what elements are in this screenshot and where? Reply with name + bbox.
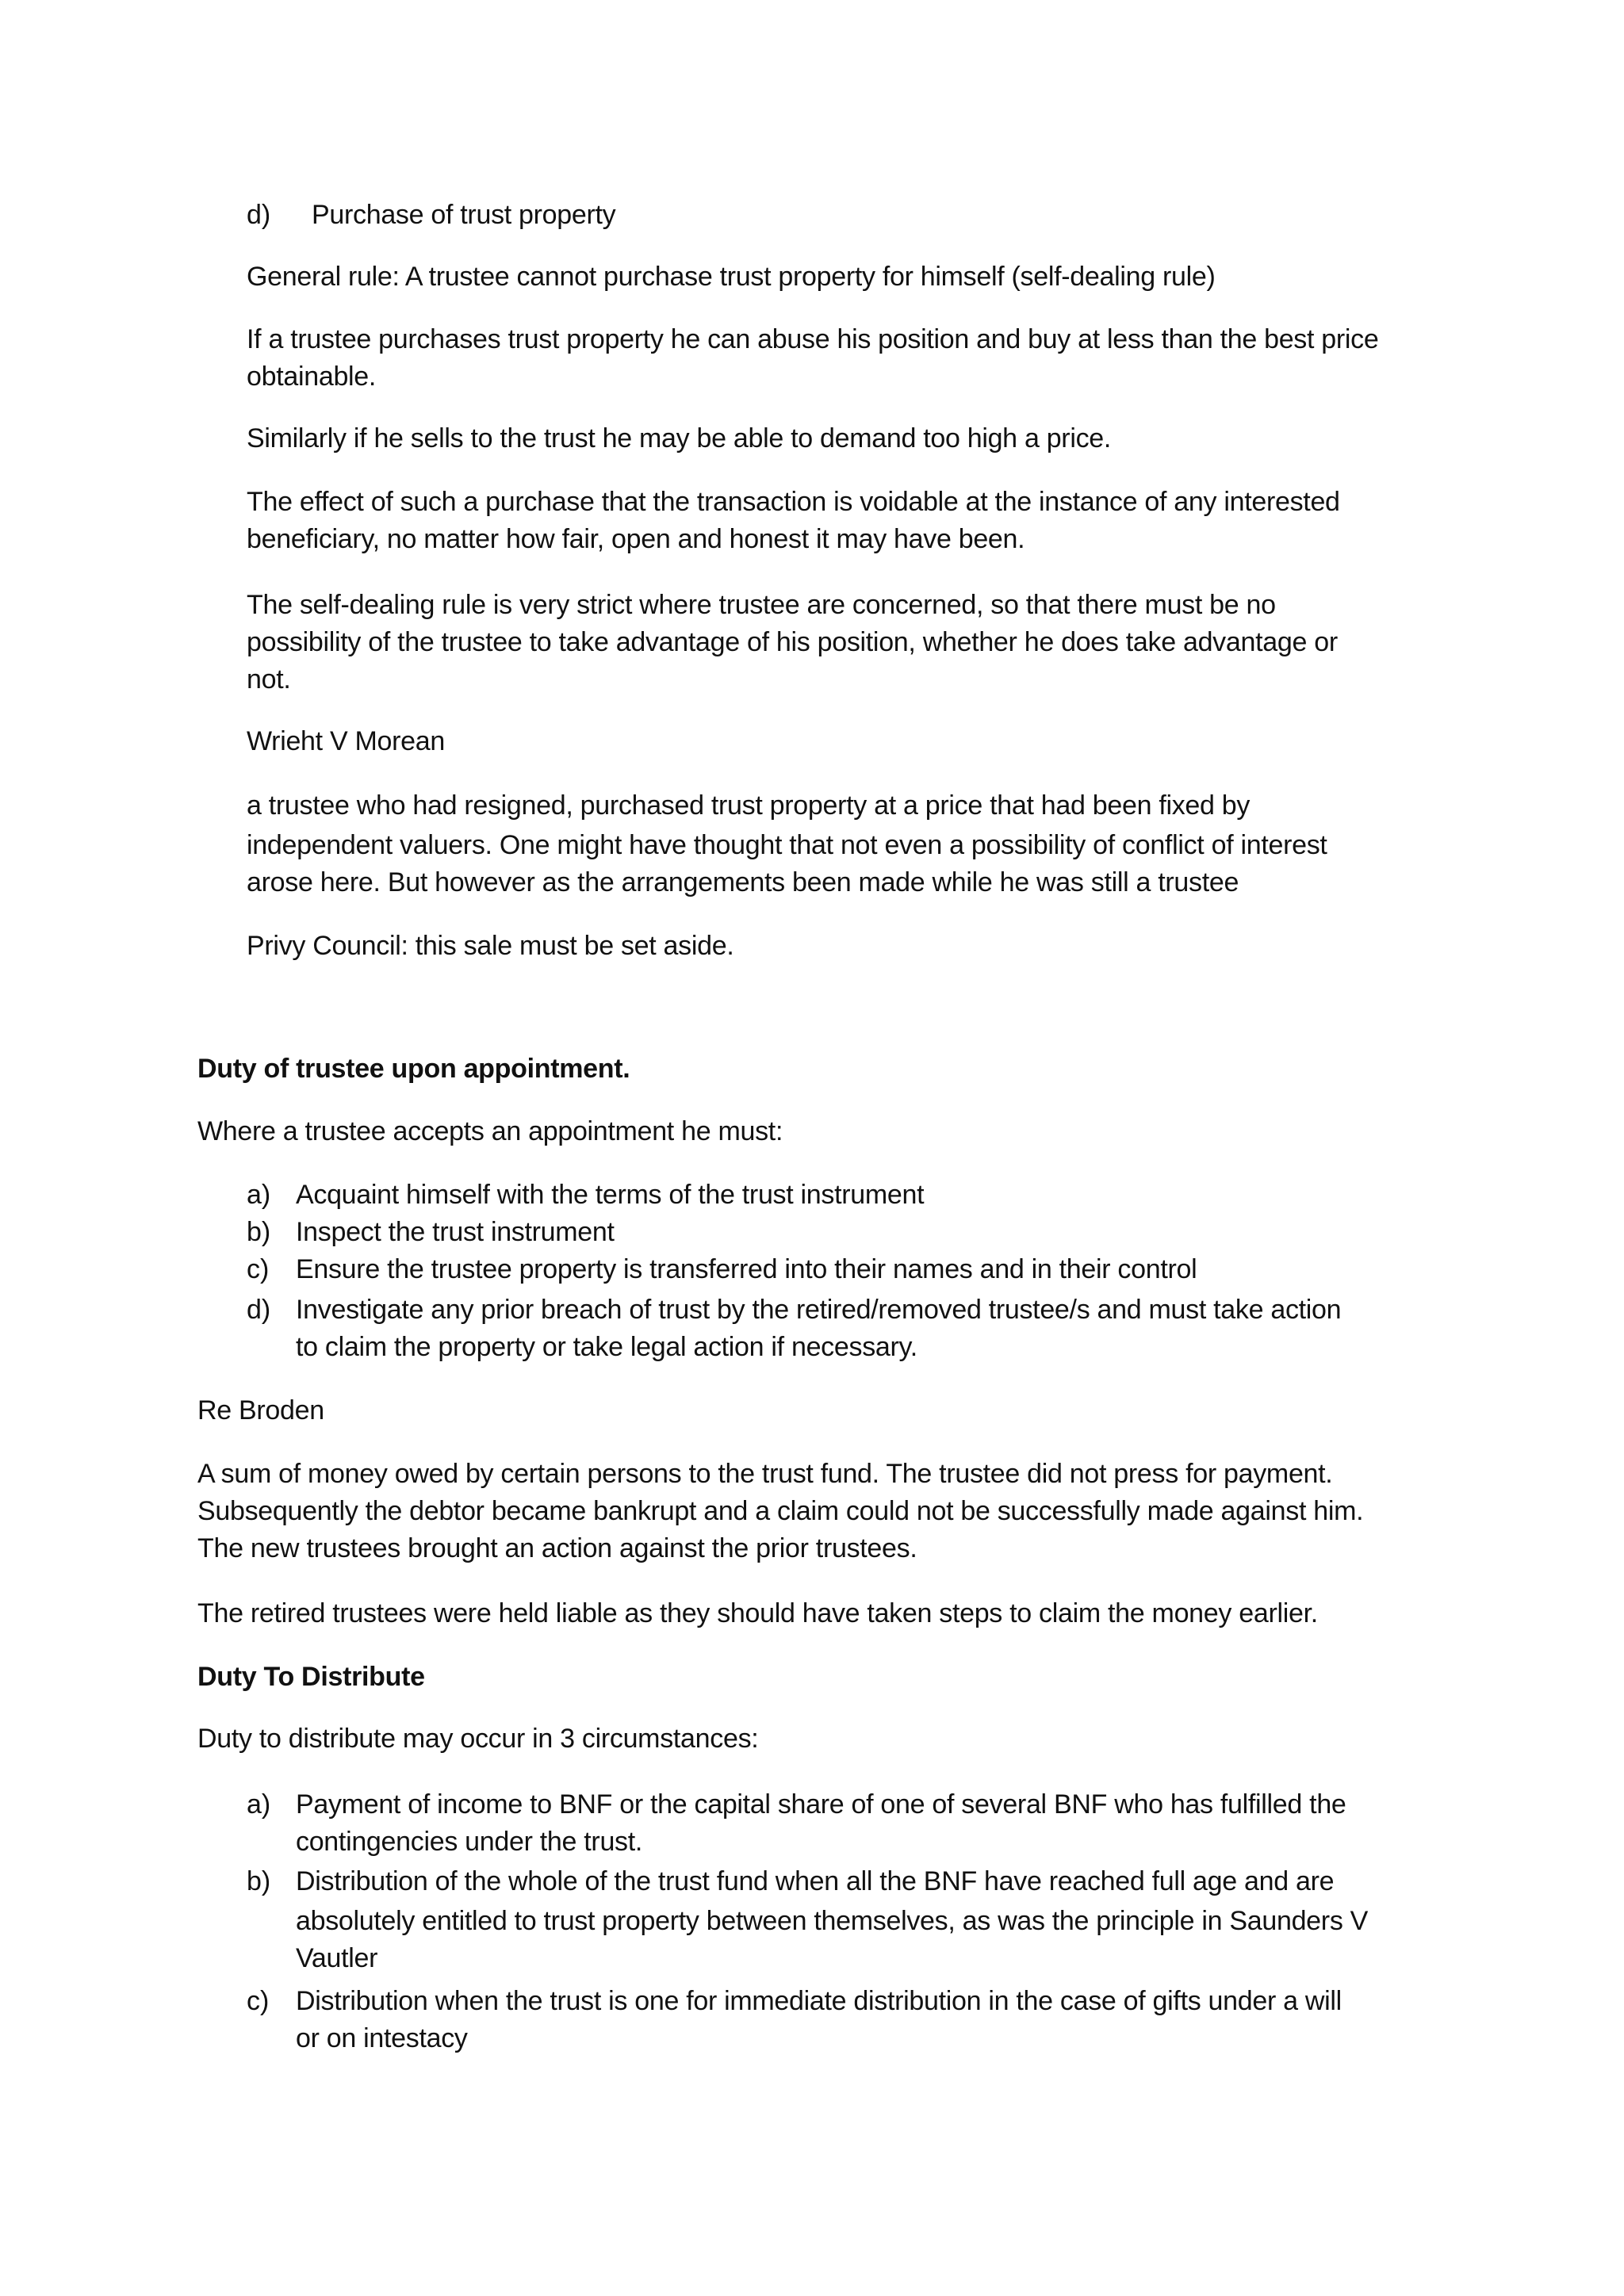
- para3-line2: beneficiary, no matter how fair, open and honest it may have been.: [247, 524, 1025, 554]
- para2: Similarly if he sells to the trust he may be able to demand too high a price.: [247, 423, 1112, 453]
- appointment-item-text: Inspect the trust instrument: [296, 1217, 615, 1247]
- distribute-item-text: Payment of income to BNF or the capital share of one of several BNF who has fulfilled the: [296, 1789, 1346, 1820]
- para1-line1: If a trustee purchases trust property he can abuse his position and buy at less than the best price: [247, 324, 1379, 354]
- appointment-item-label: c): [247, 1254, 270, 1284]
- para4-line3: not.: [247, 664, 291, 695]
- held-liable: The retired trustees were held liable as they should have taken steps to claim the money earlier.: [197, 1598, 1318, 1628]
- case-name-wrieht: Wrieht V Morean: [247, 726, 445, 756]
- appointment-intro: Where a trustee accepts an appointment he must:: [197, 1116, 783, 1146]
- para3-line1: The effect of such a purchase that the transaction is voidable at the instance of any interested: [247, 487, 1340, 517]
- case-broden-line3: The new trustees brought an action against the prior trustees.: [197, 1533, 917, 1563]
- appointment-item-text: Investigate any prior breach of trust by the retired/removed trustee/s and must take action: [296, 1295, 1342, 1325]
- case-wrieht-line3: arose here. But however as the arrangements been made while he was still a trustee: [247, 867, 1239, 897]
- para4-line2: possibility of the trustee to take advantage of his position, whether he does take advantage or: [247, 627, 1338, 657]
- para1-line2: obtainable.: [247, 362, 377, 392]
- section-d-label: d): [247, 200, 271, 230]
- section-d-heading: Purchase of trust property: [312, 200, 616, 230]
- distribute-item-text: Distribution when the trust is one for immediate distribution in the case of gifts under a will: [296, 1986, 1342, 2016]
- appointment-heading: Duty of trustee upon appointment.: [197, 1054, 630, 1084]
- appointment-item-text: Ensure the trustee property is transferred into their names and in their control: [296, 1254, 1197, 1284]
- appointment-item-label: a): [247, 1180, 271, 1210]
- appointment-item-label: d): [247, 1295, 271, 1325]
- distribute-item-text: or on intestacy: [296, 2023, 468, 2053]
- case-wrieht-line1: a trustee who had resigned, purchased trust property at a price that had been fixed by: [247, 790, 1251, 821]
- distribute-item-text: Vautler: [296, 1943, 378, 1973]
- general-rule: General rule: A trustee cannot purchase trust property for himself (self-dealing rule): [247, 262, 1216, 292]
- appointment-item-text: Acquaint himself with the terms of the trust instrument: [296, 1180, 925, 1210]
- case-name-broden: Re Broden: [197, 1395, 324, 1425]
- distribute-item-text: Distribution of the whole of the trust fund when all the BNF have reached full age and are: [296, 1866, 1335, 1896]
- para4-line1: The self-dealing rule is very strict where trustee are concerned, so that there must be no: [247, 590, 1276, 620]
- distribute-item-label: b): [247, 1866, 271, 1896]
- distribute-item-label: c): [247, 1986, 270, 2016]
- distribute-item-label: a): [247, 1789, 271, 1820]
- distribute-heading: Duty To Distribute: [197, 1662, 425, 1692]
- privy-council: Privy Council: this sale must be set aside.: [247, 931, 734, 961]
- case-broden-line2: Subsequently the debtor became bankrupt and a claim could not be successfully made against him.: [197, 1496, 1364, 1526]
- distribute-item-text: contingencies under the trust.: [296, 1827, 643, 1857]
- case-broden-line1: A sum of money owed by certain persons to the trust fund. The trustee did not press for payment.: [197, 1459, 1333, 1489]
- case-wrieht-line2: independent valuers. One might have thought that not even a possibility of conflict of interest: [247, 830, 1327, 860]
- appointment-item-text: to claim the property or take legal action if necessary.: [296, 1332, 917, 1362]
- appointment-item-label: b): [247, 1217, 271, 1247]
- distribute-intro: Duty to distribute may occur in 3 circumstances:: [197, 1724, 759, 1754]
- distribute-item-text: absolutely entitled to trust property between themselves, as was the principle in Saunders V: [296, 1906, 1369, 1936]
